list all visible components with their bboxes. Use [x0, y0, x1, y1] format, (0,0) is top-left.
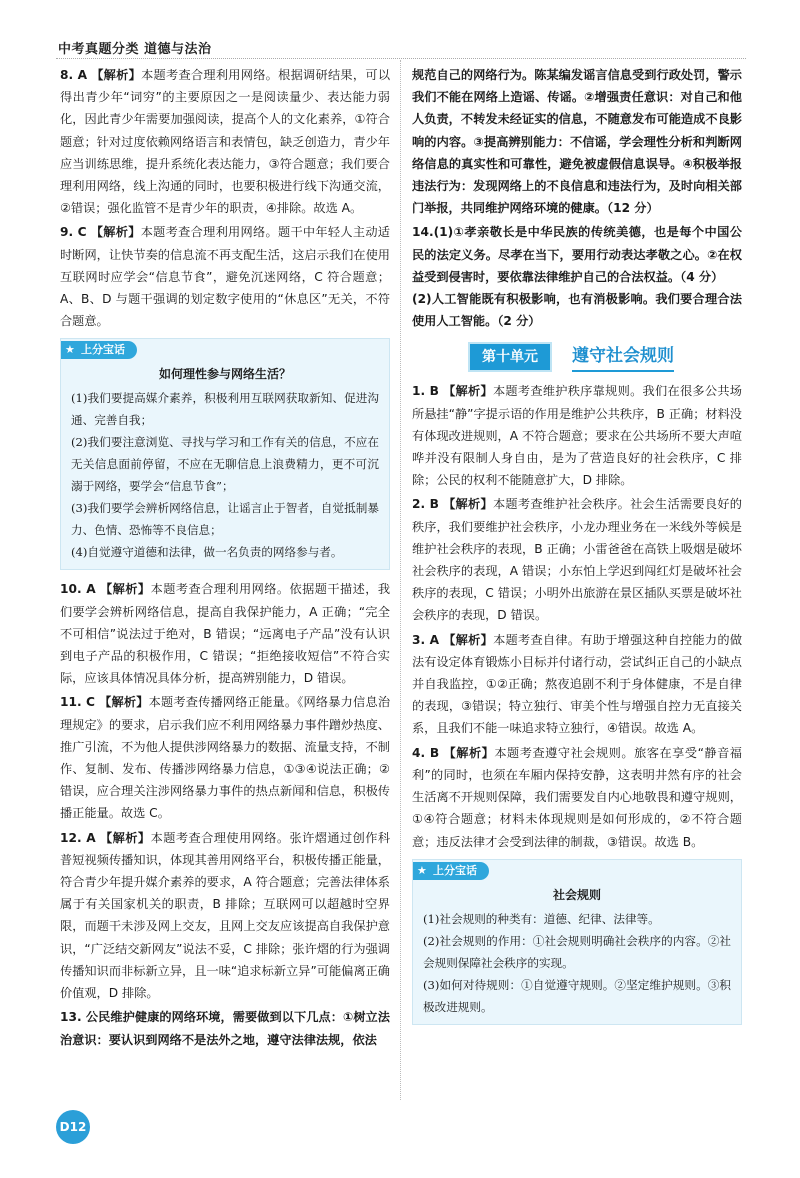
analysis-tag: 【解析】: [443, 497, 493, 512]
analysis-tag: 【解析】: [443, 384, 493, 399]
unit-badge: 第十单元: [468, 342, 552, 372]
answer-9: [60, 221, 390, 332]
header-rule: [56, 58, 746, 59]
analysis-tag: 【解析】: [90, 225, 141, 240]
answer-text: 本题考查自律。有助于增强这种自控能力的做法有设定体育锻炼小目标并付诸行动，尝试纠正自己的小缺点并自我监控，①②正确；熬夜追剧不利于身体健康，不是自律的表现，③错误；特立独行、审美个性与增强自控力无直接关系，且我们不能一味追求特立独行，④错误。故选 A。: [412, 632, 743, 736]
answer-text: 公民维护健康的网络环境，需要做到以下几点：①树立法治意识：要认识到网络不是法外之地，遵守法律法规，依法: [60, 1010, 390, 1047]
answer-number: 3. A: [412, 632, 440, 647]
answer-number: 9. C: [60, 225, 87, 240]
tip-title: 如何理性参与网络生活？: [158, 367, 291, 382]
answer-number: 12. A: [60, 830, 96, 845]
tip-box-social-rules: [412, 859, 742, 1025]
answer-11: [60, 691, 390, 824]
tip-box-network: [60, 338, 390, 570]
answer-13: [60, 1006, 390, 1050]
unit-answer-4: [412, 742, 742, 853]
answer-text-part1: (1)①孝亲敬长是中华民族的传统美德，也是每个中国公民的法定义务。尽孝在当下，要用行动表达孝敬之心。②在权益受到侵害时，要依靠法律维护自己的合法权益。（4 分）: [412, 225, 742, 284]
answer-number: 8. A: [60, 68, 88, 82]
answer-text: 本题考查传播网络正能量。《网络暴力信息治理规定》的要求，启示我们应不利用网络暴力事件蹭炒热度、推广引流，不为他人提供涉网络暴力的数据、流量支持，不制作、复制、发布、传播涉网络暴力信息，①③④说法正确；②错误，应合理关注涉网络暴力事件的热点新闻和信息，积极传播正能量。故选 C。: [60, 695, 391, 821]
answer-number: 14.: [412, 225, 434, 240]
tip-item: (4)自觉遵守道德和法律，做一名负责的网络参与者。: [71, 545, 343, 560]
answer-text: 本题考查合理使用网络。张许熠通过创作科普短视频传播知识，体现其善用网络平台，积极传播正能量，符合青少年提升媒介素养的要求，A 符合题意；完善法律体系属于有关国家机关的职责，B 排除；互联网可以超越时空界限，而题干未涉及网上交友，且网上交友应该提高自我保护意识，“广泛结交新网友”说法不妥，C 排除；张许熠的行为强调传播知识而非标新立异，且一味“追求标新立异”可能偏离正确价值观，D 排除。: [60, 830, 391, 1001]
answer-number: 4. B: [412, 745, 440, 760]
analysis-tag: 【解析】: [99, 695, 149, 710]
tip-badge: [61, 341, 137, 359]
tip-badge-label: 上分宝话: [433, 863, 477, 877]
page-number-badge: D12: [56, 1110, 90, 1144]
unit-title: 遵守社会规则: [572, 342, 674, 372]
answer-text: 本题考查遵守社会规则。旅客在享受“静音福利”的同时，也须在车厢内保持安静，这表明井然有序的社会生活离不开规则保障，我们需要发自内心地敬畏和遵守规则，①④符合题意；材料未体现规则是如何形成的，②不符合题意；违反法律才会受到法律的制裁，③错误。故选 B。: [412, 745, 742, 849]
answer-number: 11. C: [60, 695, 95, 710]
tip-item: (2)社会规则的作用：①社会规则明确社会秩序的内容。②社会规则保障社会秩序的实现。: [423, 933, 731, 970]
answer-text-part2: (2)人工智能既有积极影响，也有消极影响。我们要合理合法使用人工智能。（2 分）: [412, 292, 742, 329]
column-divider: [400, 60, 401, 1100]
unit-answer-1: [412, 380, 742, 491]
analysis-tag: 【解析】: [443, 745, 495, 760]
tip-badge: [413, 862, 489, 880]
tip-item: (2)我们要注意浏览、寻找与学习和工作有关的信息，不应在无关信息面前停留，不应在无聊信息上浪费精力，更不可沉溺于网络，要学会“信息节食”；: [71, 435, 379, 494]
tip-item: (3)我们要学会辨析网络信息，让谣言止于智者，自觉抵制暴力、色情、恐怖等不良信息；: [71, 501, 379, 538]
answer-10: [60, 578, 390, 689]
tip-item: (3)如何对待规则：①自觉遵守规则。②坚定维护规则。③积极改进规则。: [423, 977, 731, 1014]
star-icon: ★: [65, 343, 75, 357]
analysis-tag: 【解析】: [91, 68, 142, 82]
right-column: [412, 64, 742, 1033]
answer-12: [60, 827, 390, 1005]
analysis-tag: 【解析】: [443, 632, 494, 647]
answer-number: 2. B: [412, 497, 439, 512]
tip-item: (1)社会规则的种类有：道德、纪律、法律等。: [423, 911, 660, 926]
unit-answer-2: [412, 493, 742, 626]
answer-14: [412, 221, 742, 332]
answer-number: 13.: [60, 1010, 82, 1025]
answer-text: 本题考查合理利用网络。题干中年轻人主动适时断网，让快节奏的信息流不再支配生活，这启示我们在使用互联网时应学会“信息节食”，避免沉迷网络，C 符合题意；A、B、D 与题干强调的划定数字使用的“休息区”无关，不符合题意。: [60, 225, 390, 329]
tip-badge-label: 上分宝话: [81, 343, 125, 357]
tip-title: 社会规则: [552, 887, 601, 902]
answer-8: [60, 64, 390, 219]
answer-13-continued: 规范自己的网络行为。陈某编发谣言信息受到行政处罚，警示我们不能在网络上造谣、传谣。②增强责任意识：对自己和他人负责，不转发未经证实的信息，不随意发布可能造成不良影响的内容。③提高辨别能力：不信谣，学会理性分析和判断网络信息的真实性和可靠性，避免被虚假信息误导。④积极举报违法行为：发现网络上的不良信息和违法行为，及时向相关部门举报，共同维护网络环境的健康。（12 分）: [412, 68, 742, 216]
answer-text: 本题考查维护社会秩序。社会生活需要良好的秩序，我们要维护社会秩序，小龙办理业务在一米线外等候是维护社会秩序的表现，B 正确；小雷爸爸在高铁上吸烟是破坏社会秩序的表现，A 错误；小东怕上学迟到闯红灯是破坏社会秩序的表现，C 错误；小明外出旅游在景区插队买票是破坏社会秩序的表现，D 错误。: [412, 497, 742, 623]
tip-item: (1)我们要提高媒介素养，积极利用互联网获取新知、促进沟通、完善自我；: [71, 391, 379, 428]
star-icon: ★: [417, 863, 427, 877]
running-header: 中考真题分类 道德与法治: [58, 42, 212, 57]
analysis-tag: 【解析】: [100, 582, 151, 597]
answer-number: 1. B: [412, 384, 439, 399]
answer-text: 本题考查维护秩序靠规则。我们在很多公共场所悬挂“静”字提示语的作用是维护公共秩序，B 正确；材料没有体现改进规则，A 不符合题意；要求在公共场所不要大声喧哗并没有限制人身自由，是为了营造良好的社会秩序，C 排除；公民的权利不能随意扩大，D 排除。: [412, 384, 742, 488]
answer-number: 10. A: [60, 582, 96, 597]
unit-answer-3: [412, 629, 742, 740]
answer-text: 本题考查合理利用网络。依据题干描述，我们要学会辨析网络信息，提高自我保护能力，A 正确；“完全不可相信”说法过于绝对，B 错误；“远离电子产品”没有认识到电子产品的积极作用，C 错误；“拒绝接收短信”不符合实际，应该具体情况具体分析，提高辨别能力，D 错误。: [60, 582, 391, 686]
analysis-tag: 【解析】: [100, 830, 151, 845]
unit-heading: [412, 338, 742, 374]
answer-text: 本题考查合理利用网络。根据调研结果，可以得出青少年“词穷”的主要原因之一是阅读量少、表达能力弱化，因此青少年需要加强阅读，提高个人的文化素养，①符合题意；针对过度依赖网络语言和表情包，缺乏创造力，青少年应当训练思维，提升系统化表达能力，③符合题意；我们要合理利用网络，线上沟通的同时，也要积极进行线下沟通交流，②错误；强化监管不是青少年的职责，④排除。故选 A。: [60, 68, 391, 216]
left-column: [60, 64, 390, 1053]
